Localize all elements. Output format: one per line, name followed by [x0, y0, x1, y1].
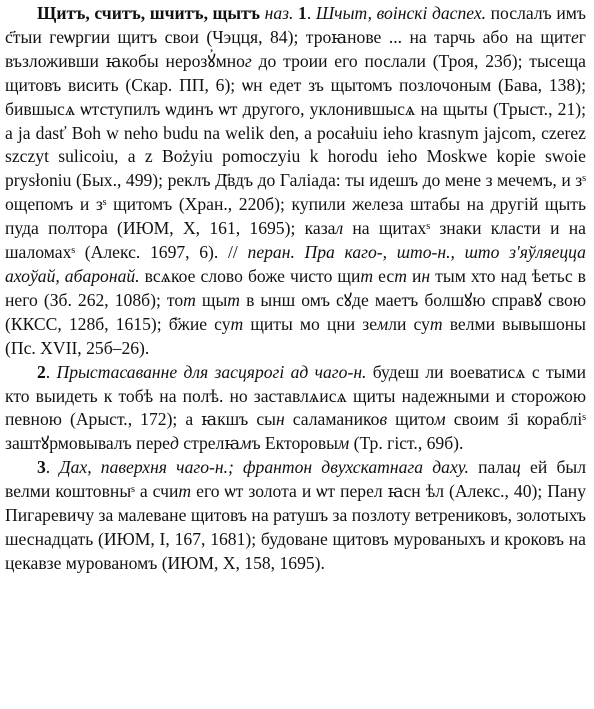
citation-text: ес [373, 265, 395, 286]
citation-text: послалъ имъ с҃тыи геѡргии щитъ свои (Чэцця, 84); троꙗнове ... на тарчь або на щит [5, 3, 586, 47]
sense-definition-3: Дах, паверхня чаго-н.; франтон двухскатнага даху. [59, 457, 469, 478]
citation-text: ъ Екторовы [251, 433, 338, 454]
sub-sense-definition: Пра каго-, што-н., што з'яўляецца ахоўай, абаронай. [5, 242, 586, 286]
italic-letter: г [244, 50, 252, 71]
citation-text: пала [468, 457, 513, 478]
citation-text: его ѡт золота и ѡт перел ꙗсн ѣл (Алекс., 40); Пану Пигаревичу за малеване щитовъ на ратушъ за позлоту ветрениковъ, золотыхъ шеснадцать (ИЮМ, I, 167, 1681); будоване щитовъ мурованыхъ и кроковъ на цекавзе мурованомъ (ИЮМ, X, 158, 1695). [5, 481, 587, 573]
sense-number-2: 2 [37, 361, 46, 382]
italic-letter: м [377, 313, 389, 334]
italic-letter: ц [512, 457, 521, 478]
citation-text: будеш ли воеватисѧ с тыми кто выидеть к тобѣ на полѣ. но заставлѧисѧ щиты надежными и сторожою певною (Арыст., 172); а ꙗкшъ сы [5, 361, 587, 430]
citation-text: тым хто над ѣетьс в него (Зб. 262, 108б); то [5, 265, 586, 310]
citation-text: своим з҃і корабліˢ заштꙋрмовывалъ пере [5, 409, 586, 454]
italic-letter: т [183, 289, 196, 310]
citation-text: стрелꙗ [178, 433, 241, 454]
italic-letter: м [337, 433, 350, 454]
citation-text: ли су [388, 313, 430, 334]
italic-letter: т [178, 481, 192, 502]
sub-sense-pos: перан. [247, 242, 295, 263]
entry-paragraph-2: 2. Прыстасаванне для засцярогі ад чаго-н. будеш ли воеватисѧ с тыми кто выидеть к тобѣ на полѣ. но заставлѧисѧ щиты надежными и сторожою певною (Арыст., 172); а ꙗкшъ сын саламаников щитом своим з҃і корабліˢ заштꙋрмовывалъ перед стрелꙗмъ Екторовым (Тр. гіст., 69б). [5, 361, 587, 454]
citation-text: щы [195, 289, 228, 310]
citation-text: щиты мо цни зе [243, 313, 378, 334]
citation-text: ей был велми коштовныˢ а счи [5, 457, 587, 502]
sense-definition-1: Шчыт, воінскі даспех. [315, 3, 487, 23]
citation-text: саламанико [284, 409, 380, 430]
italic-letter: д [169, 433, 179, 454]
citation-text: всѧкое слово боже чисто щи [139, 265, 361, 286]
citation-text: и [406, 265, 422, 286]
italic-letter: л [335, 218, 344, 239]
sense-number-3: 3 [37, 457, 46, 478]
citation-text: (Тр. гіст., 69б). [349, 433, 464, 454]
italic-letter: т [394, 265, 407, 286]
sub-sense-marker: // [228, 242, 238, 263]
italic-letter: м [434, 409, 446, 430]
italic-letter: н [421, 265, 431, 286]
italic-letter: т [227, 289, 241, 310]
citation-text: щито [387, 409, 435, 430]
sense-number-1: 1 [298, 3, 307, 23]
headword: Щитъ, считъ, шчитъ, щытъ [37, 3, 261, 23]
citation-text: на щитахˢ знаки класти и на шаломахˢ (Алекс. 1697, 6). [5, 218, 586, 263]
citation-text: до троии его послали (Троя, 23б); тысеща щитовъ висить (Скар. ПП, 6); ѡн едет зъ щытомъ позлочоным (Бава, 138); бившысѧ ѡтступилъ ѡдинъ ѡт другого, уклонившысѧ на щыты (Трыст., 21); a ja dasť Boh w neho budu na welik den, a pocałuiu ieho krasnym jajcom, czerez szczyt sulicoiu, a z Bożyiu pomoczyiu k horodu ieho Moskwe kopie swoie prysłoniu (Бых., 499); реклъ Д҃вдъ до Галіада: ты идешъ до мене з мечемъ, и зˢ ощепомъ и зˢ щитомъ (Хран., 220б); купили железа штабы на другій щыть пуда полтора (ИЮМ, X, 161, 1695); каза [5, 50, 586, 239]
italic-letter: м [240, 433, 252, 454]
entry-paragraph-1: Щитъ, считъ, шчитъ, щытъ наз. 1. Шчыт, воінскі даспех. послалъ имъ с҃тыи геѡргии щитъ свои (Чэцця, 84); троꙗнове ... на тарчь або на щитег възложивши ꙗкобы нерозꙋ҆мног до троии его послали (Троя, 23б); тысеща щитовъ висить (Скар. ПП, 6); ѡн едет зъ щытомъ позлочоным (Бава, 138); бившысѧ ѡтступилъ ѡдинъ ѡт другого, уклонившысѧ на щыты (Трыст., 21); a ja dasť Boh w neho budu na welik den, a pocałuiu ieho krasnym jajcom, czerez szczyt sulicoiu, a z Bożyiu pomoczyiu k horodu ieho Moskwe kopie swoie prysłoniu (Бых., 499); реклъ Д҃вдъ до Галіада: ты идешъ до мене з мечемъ, и зˢ ощепомъ и зˢ щитомъ (Хран., 220б); купили железа штабы на другій щыть пуда полтора (ИЮМ, X, 161, 1695); казал на щитахˢ знаки класти и на шаломахˢ (Алекс. 1697, 6). // перан. Пра каго-, што-н., што з'яўляецца ахоўай, абаронай. всѧкое слово боже чисто щит ест ин тым хто над ѣетьс в него (Зб. 262, 108б); тот щыт в ынш омъ сꙋде маетъ болшꙋю справꙋ свою (ККСС, 128б, 1615); б҃жие сут щиты мо цни земли сут велми вывышоны (Пс. XVII, 25б–26). [5, 3, 587, 358]
citation-text: в ынш омъ сꙋде маетъ болшꙋю справꙋ свою (ККСС, 128б, 1615); б҃жие су [5, 289, 586, 334]
italic-letter: т [429, 313, 443, 334]
part-of-speech: наз. [264, 3, 294, 23]
citation-text: велми вывышоны (Пс. XVII, 25б–26). [5, 313, 587, 358]
citation-text: г възложивши ꙗкобы нерозꙋ҆мно [5, 26, 586, 71]
italic-letter: т [230, 313, 244, 334]
italic-letter: н [275, 409, 285, 430]
italic-letter: е [570, 26, 579, 47]
sense-definition-2: Прыстасаванне для засцярогі ад чаго-н. [56, 361, 367, 382]
italic-letter: в [379, 409, 388, 430]
italic-letter: т [360, 265, 374, 286]
entry-paragraph-3: 3. Дах, паверхня чаго-н.; франтон двухскатнага даху. палац ей был велми коштовныˢ а счит его ѡт золота и ѡт перел ꙗсн ѣл (Алекс., 40); Пану Пигаревичу за малеване щитовъ на ратушъ за позлоту ветрениковъ, золотыхъ шеснадцать (ИЮМ, I, 167, 1681); будоване щитовъ мурованыхъ и кроковъ на цекавзе мурованомъ (ИЮМ, X, 158, 1695). [5, 457, 587, 573]
